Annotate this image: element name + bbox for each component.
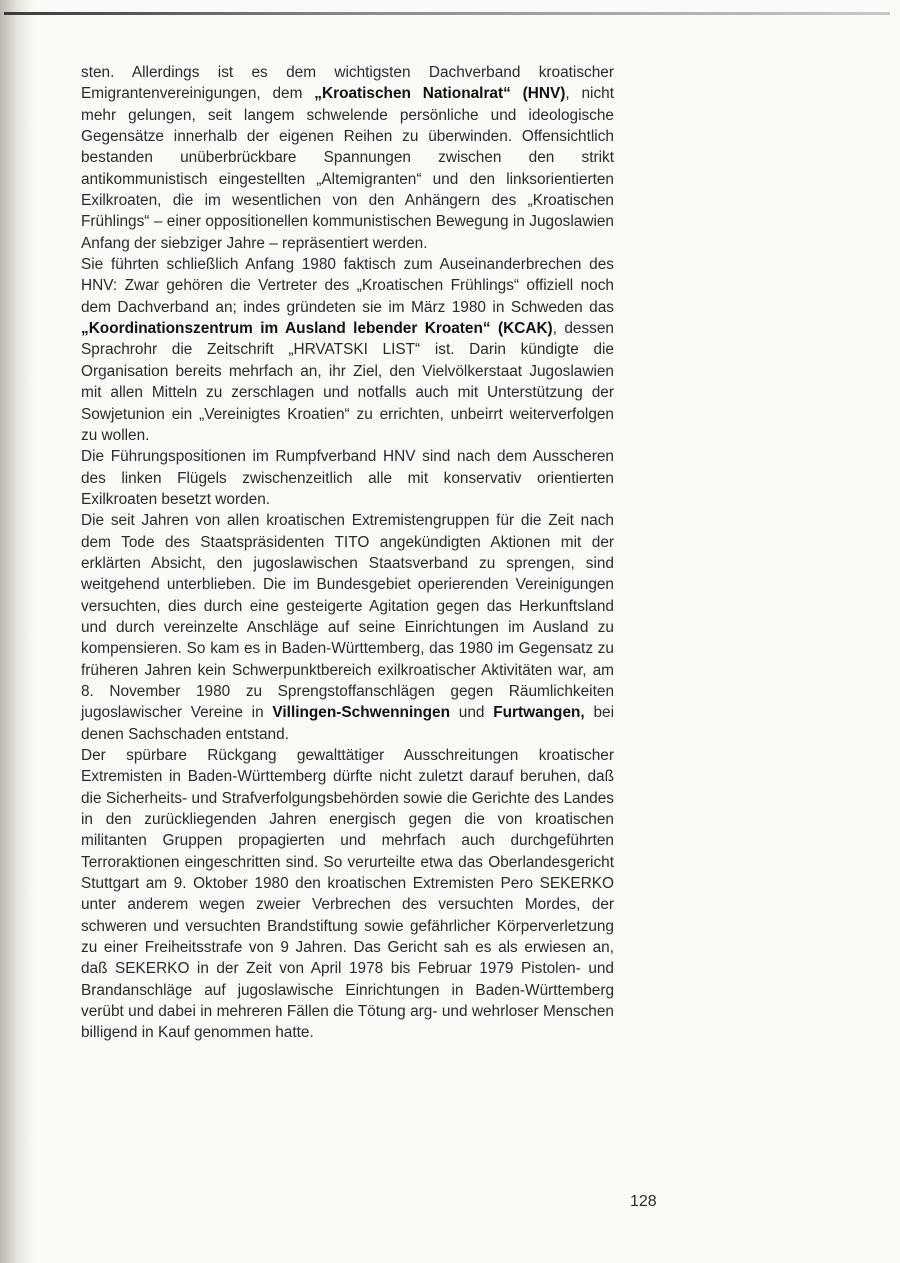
place-furtwangen: Furtwangen, — [493, 704, 585, 722]
paragraph-4 — [81, 510, 614, 745]
text-run: Sie führten schließlich Anfang 1980 faktisch zum Auseinanderbrechen des HNV: Zwar gehören die Vertreter des „Kroatischen Frühlings“ offiziell noch dem Dachverband an; indes gründeten sie im März 1980 in Schweden das — [81, 256, 614, 316]
body-text — [81, 62, 614, 1044]
top-edge-rule — [4, 12, 890, 15]
paragraph-2 — [81, 254, 614, 446]
text-run: und — [450, 704, 494, 722]
text-run: Der spürbare Rückgang gewalttätiger Ausschreitungen kroatischer Extremisten in Baden-Württemberg dürfte nicht zuletzt darauf beruhen, daß die Sicherheits- und Strafverfolgungsbehörden sowie die Gerichte des Landes in den zurückliegenden Jahren energisch gegen die von kroatischen militanten Gruppen propagierten und mehrfach auch durchgeführten Terroraktionen eingeschritten sind. So verurteilte etwa das Oberlandesgericht Stuttgart am 9. Oktober 1980 den kroatischen Extremisten Pero SEKERKO unter anderem wegen zweier Verbrechen des versuchten Mordes, der schweren und versuchten Brandstiftung sowie gefährlicher Körperverletzung zu einer Freiheitsstrafe von 9 Jahren. Das Gericht sah es als erwiesen an, daß SEKERKO in der Zeit von April 1978 bis Februar 1979 Pistolen- und Brandanschläge auf jugoslawische Einrichtungen in Baden-Württemberg verübt und dabei in mehreren Fällen die Tötung arg- und wehrloser Menschen billigend in Kauf genommen hatte. — [81, 747, 614, 1042]
org-name-kcak: „Koordinationszentrum im Ausland lebender Kroaten“ (KCAK) — [81, 320, 553, 338]
text-run: sten. Allerdings ist es dem wichtigsten Dachverband kroatischer Emigrantenvereinigungen, dem — [81, 64, 614, 103]
place-villingen-schwenningen: Villingen-Schwenningen — [272, 704, 450, 722]
text-run: , dessen Sprachrohr die Zeitschrift „HRVATSKI LIST“ ist. Darin kündigte die Organisation bereits mehrfach an, ihr Ziel, den Vielvölkerstaat Jugoslawien mit allen Mitteln zu zerschlagen und notfalls auch mit Unterstützung der Sowjetunion ein „Vereinigtes Kroatien“ zu errichten, unbeirrt weiterverfolgen zu wollen. — [81, 320, 614, 444]
text-run: bei denen Sachschaden entstand. — [81, 704, 614, 743]
text-run: Die seit Jahren von allen kroatischen Extremistengruppen für die Zeit nach dem Tode des Staatspräsidenten TITO angekündigten Aktionen mit der erklärten Absicht, den jugoslawischen Staatsverband zu sprengen, sind weitgehend unterblieben. Die im Bundesgebiet operierenden Vereinigungen versuchten, dies durch eine gesteigerte Agitation gegen das Herkunftsland und durch vereinzelte Anschläge auf seine Einrichtungen im Ausland zu kompensieren. So kam es in Baden-Württemberg, das 1980 im Gegensatz zu früheren Jahren kein Schwerpunktbereich exilkroatischer Aktivitäten war, am 8. November 1980 zu Sprengstoffanschlägen gegen Räumlichkeiten jugoslawischer Vereine in — [81, 512, 614, 722]
page-number: 128 — [630, 1193, 657, 1210]
book-spine-shadow — [0, 0, 30, 1263]
paragraph-5 — [81, 745, 614, 1044]
org-name-hnv: „Kroatischen Nationalrat“ (HNV) — [314, 85, 566, 103]
paragraph-3 — [81, 446, 614, 510]
paragraph-1 — [81, 62, 614, 254]
text-run: , nicht mehr gelungen, seit langem schwelende persönliche und ideologische Gegensätze innerhalb der eigenen Reihen zu überwinden. Offensichtlich bestanden unüberbrückbare Spannungen zwischen den strikt antikommunistisch eingestellten „Altemigranten“ und den linksorientierten Exilkroaten, die im wesentlichen von den Anhängern des „Kroatischen Frühlings“ – einer oppositionellen kommunistischen Bewegung in Jugoslawien Anfang der siebziger Jahre – repräsentiert werden. — [81, 85, 614, 252]
text-run: Die Führungspositionen im Rumpfverband HNV sind nach dem Ausscheren des linken Flügels zwischenzeitlich alle mit konservativ orientierten Exilkroaten besetzt worden. — [81, 448, 614, 508]
